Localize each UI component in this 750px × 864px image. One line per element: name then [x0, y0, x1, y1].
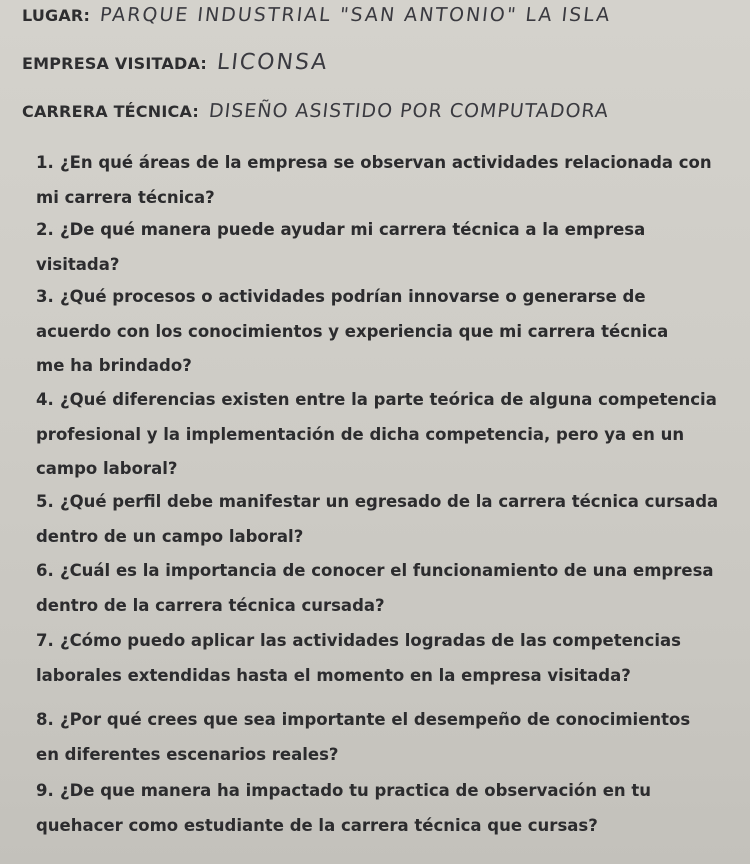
- question-text-line: ¿En qué áreas de la empresa se observan actividades relacionada con: [60, 153, 712, 172]
- question-text-line: ¿Cómo puedo aplicar las actividades logradas de las competencias: [60, 631, 681, 650]
- lugar-row: [22, 4, 611, 26]
- lugar-label: LUGAR:: [22, 6, 91, 25]
- question-text-line: en diferentes escenarios reales?: [36, 744, 339, 764]
- question-5: [36, 485, 742, 554]
- question-text-line: ¿Cuál es la importancia de conocer el funcionamiento de una empresa: [60, 561, 714, 580]
- question-text-line: ¿De que manera ha impactado tu practica de observación en tu: [60, 781, 652, 800]
- question-text-line: ¿De qué manera puede ayudar mi carrera técnica a la empresa: [60, 220, 646, 239]
- empresa-handwritten-value: LICONSA: [215, 50, 330, 75]
- question-text-line: ¿Qué perfil debe manifestar un egresado de la carrera técnica cursada: [60, 492, 719, 511]
- question-3: [36, 280, 742, 384]
- question-9: [36, 774, 742, 843]
- question-text-line: ¿Qué procesos o actividades podrían innovarse o generarse de: [60, 287, 646, 306]
- question-text-line: quehacer como estudiante de la carrera técnica que cursas?: [36, 815, 598, 835]
- question-8: [36, 703, 742, 772]
- question-6: [36, 554, 742, 623]
- question-number: 9.: [36, 781, 54, 800]
- question-text-line: laborales extendidas hasta el momento en la empresa visitada?: [36, 665, 631, 685]
- question-number: 2.: [36, 220, 54, 239]
- question-number: 3.: [36, 287, 54, 306]
- carrera-handwritten-value: DISEÑO ASISTIDO POR COMPUTADORA: [207, 100, 610, 122]
- question-number: 8.: [36, 710, 54, 729]
- empresa-label: EMPRESA VISITADA:: [22, 54, 207, 73]
- lugar-handwritten-value: PARQUE INDUSTRIAL "SAN ANTONIO" LA ISLA: [98, 4, 613, 26]
- question-text-line: visitada?: [36, 254, 120, 274]
- question-7: [36, 624, 742, 693]
- question-text-line: me ha brindado?: [36, 356, 192, 376]
- question-text-line: dentro de la carrera técnica cursada?: [36, 595, 385, 615]
- question-text-line: ¿Qué diferencias existen entre la parte teórica de alguna competencia: [60, 390, 717, 409]
- question-4: [36, 383, 742, 487]
- question-text-line: dentro de un campo laboral?: [36, 526, 304, 546]
- carrera-label: CARRERA TÉCNICA:: [22, 102, 199, 121]
- question-2: [36, 213, 742, 282]
- question-1: [36, 146, 742, 215]
- question-text-line: ¿Por qué crees que sea importante el desempeño de conocimientos: [60, 710, 691, 729]
- question-number: 7.: [36, 631, 54, 650]
- question-number: 1.: [36, 153, 54, 172]
- question-text-line: profesional y la implementación de dicha competencia, pero ya en un: [36, 424, 685, 444]
- question-text-line: campo laboral?: [36, 459, 178, 479]
- question-number: 4.: [36, 390, 54, 409]
- question-text-line: acuerdo con los conocimientos y experiencia que mi carrera técnica: [36, 321, 669, 341]
- question-text-line: mi carrera técnica?: [36, 187, 215, 207]
- question-number: 6.: [36, 561, 54, 580]
- empresa-row: [22, 50, 328, 75]
- carrera-row: [22, 100, 609, 122]
- question-number: 5.: [36, 492, 54, 511]
